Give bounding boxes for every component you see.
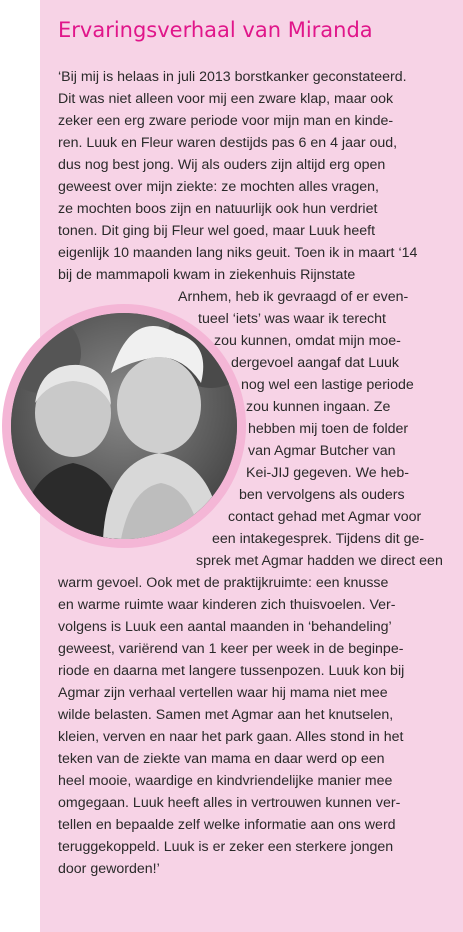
page-title: Ervaringsverhaal van Miranda	[58, 18, 373, 42]
text-line: door geworden!’	[58, 861, 160, 877]
text-line: hebben mij toen de folder	[248, 421, 409, 437]
text-line: teruggekoppeld. Luuk is er zeker een sterkere jongen	[58, 839, 394, 855]
text-line: eigenlijk 10 maanden lang niks geuit. Toen ik in maart ‘14	[58, 245, 418, 261]
text-line: Kei-JIJ gegeven. We heb-	[246, 465, 409, 481]
text-line: kleien, verven en naar het park gaan. Alles stond in het	[58, 729, 404, 745]
text-line: ze mochten boos zijn en natuurlijk ook hun verdriet	[58, 201, 378, 217]
text-line: wilde belasten. Samen met Agmar aan het knutselen,	[58, 707, 394, 723]
text-line: tellen en bepaalde zelf welke informatie aan ons werd	[58, 817, 396, 833]
text-line: warm gevoel. Ook met de praktijkruimte: een knusse	[58, 575, 389, 591]
text-line: zou kunnen, omdat mijn moe-	[214, 333, 401, 349]
text-line: heel mooie, waardige en kindvriendelijke manier mee	[58, 773, 393, 789]
text-line: bij de mammapoli kwam in ziekenhuis Rijnstate	[58, 267, 356, 283]
text-line: Agmar zijn verhaal vertellen waar hij mama niet mee	[58, 685, 388, 701]
text-line: omgegaan. Luuk heeft alles in vertrouwen kunnen ver-	[58, 795, 401, 811]
text-line: tonen. Dit ging bij Fleur wel goed, maar Luuk heeft	[58, 223, 376, 239]
text-line: dus nog best jong. Wij als ouders zijn altijd erg open	[58, 157, 386, 173]
text-line: ‘Bij mij is helaas in juli 2013 borstkanker geconstateerd.	[58, 69, 407, 85]
text-line: zou kunnen ingaan. Ze	[246, 399, 391, 415]
text-line: zeker een erg zware periode voor mijn man en kinde-	[58, 113, 394, 129]
text-line: van Agmar Butcher van	[248, 443, 396, 459]
text-line: tueel ‘iets’ was waar ik terecht	[198, 311, 386, 327]
text-line: geweest over mijn ziekte: ze mochten alles vragen,	[58, 179, 379, 195]
text-line: ren. Luuk en Fleur waren destijds pas 6 en 4 jaar oud,	[58, 135, 398, 151]
text-line: geweest, variërend van 1 keer per week in de beginpe-	[58, 641, 404, 657]
text-line: contact gehad met Agmar voor	[228, 509, 422, 525]
text-line: Dit was niet alleen voor mij een zware klap, maar ook	[58, 91, 394, 107]
text-line: riode en daarna met langere tussenpozen. Luuk kon bij	[58, 663, 405, 679]
text-line: sprek met Agmar hadden we direct een	[196, 553, 443, 569]
text-line: Arnhem, heb ik gevraagd of er even-	[178, 289, 409, 305]
text-line: teken van de ziekte van mama en daar werd op een	[58, 751, 385, 767]
text-line: en warme ruimte waar kinderen zich thuisvoelen. Ver-	[58, 597, 396, 613]
photo	[11, 313, 237, 539]
text-line: volgens is Luuk een aantal maanden in ‘behandeling’	[58, 619, 392, 635]
text-line: een intakegesprek. Tijdens dit ge-	[212, 531, 425, 547]
text-line: nog wel een lastige periode	[241, 377, 414, 393]
text-line: ben vervolgens als ouders	[239, 487, 405, 503]
mother-and-son-photo-icon	[11, 313, 237, 539]
text-line: dergevoel aangaf dat Luuk	[231, 355, 400, 371]
